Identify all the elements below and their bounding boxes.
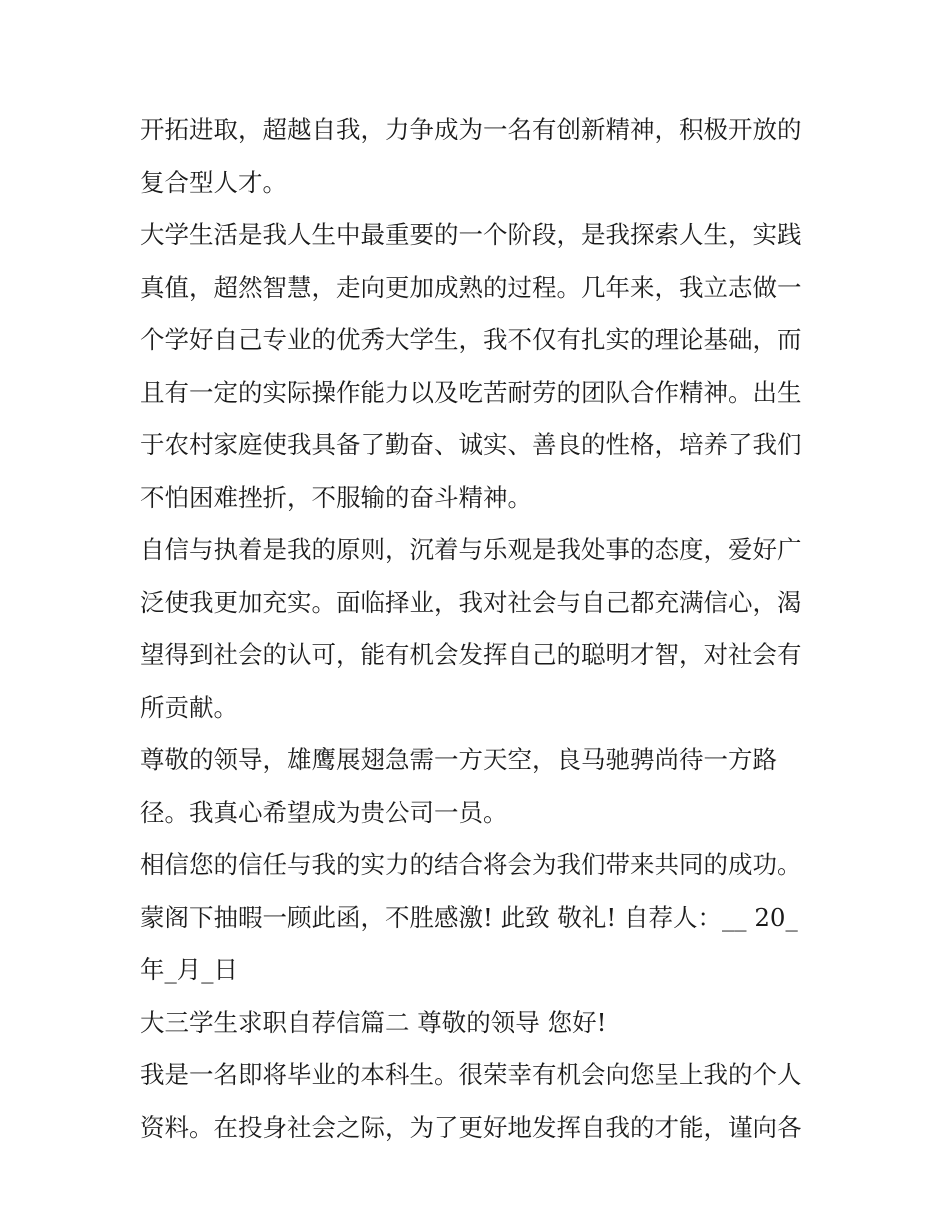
text-line: 大学生活是我人生中最重要的一个阶段，是我探索人生，实践 — [140, 220, 802, 249]
text-line: 复合型人才。 — [140, 167, 287, 197]
text-line: 个学好自己专业的优秀大学生，我不仅有扎实的理论基础，而 — [140, 325, 802, 354]
document-body — [140, 104, 830, 1154]
text-line: 真值，超然智慧，走向更加成熟的过程。几年来，我立志做一 — [140, 272, 802, 302]
text-line: 相信您的信任与我的实力的结合将会为我们带来共同的成功。 — [140, 850, 802, 879]
text-line: 资料。在投身社会之际，为了更好地发挥自我的才能，谨向各 — [140, 1112, 802, 1142]
text-line: 大三学生求职自荐信篇二 尊敬的领导 您好! — [140, 1007, 607, 1037]
text-line: 泛使我更加充实。面临择业，我对社会与自己都充满信心，渴 — [140, 587, 802, 617]
text-line: 径。我真心希望成为贵公司一员。 — [140, 797, 508, 827]
text-line: 蒙阁下抽暇一顾此函，不胜感激! 此致 敬礼! 自荐人：__ 20_ — [140, 902, 798, 932]
text-line: 我是一名即将毕业的本科生。很荣幸有机会向您呈上我的个人 — [140, 1060, 802, 1089]
text-line: 尊敬的领导，雄鹰展翅急需一方天空，良马驰骋尚待一方路 — [140, 745, 777, 774]
text-line: 开拓进取，超越自我，力争成为一名有创新精神，积极开放的 — [140, 115, 802, 144]
text-line: 不怕困难挫折，不服输的奋斗精神。 — [140, 482, 532, 512]
text-line: 望得到社会的认可，能有机会发挥自己的聪明才智，对社会有 — [140, 640, 802, 669]
text-line: 且有一定的实际操作能力以及吃苦耐劳的团队合作精神。出生 — [140, 377, 802, 407]
text-line: 所贡献。 — [140, 692, 238, 722]
text-line: 年_月_日 — [140, 955, 238, 984]
text-line: 自信与执着是我的原则，沉着与乐观是我处事的态度，爱好广 — [140, 535, 802, 564]
text-line: 于农村家庭使我具备了勤奋、诚实、善良的性格，培养了我们 — [140, 430, 802, 459]
